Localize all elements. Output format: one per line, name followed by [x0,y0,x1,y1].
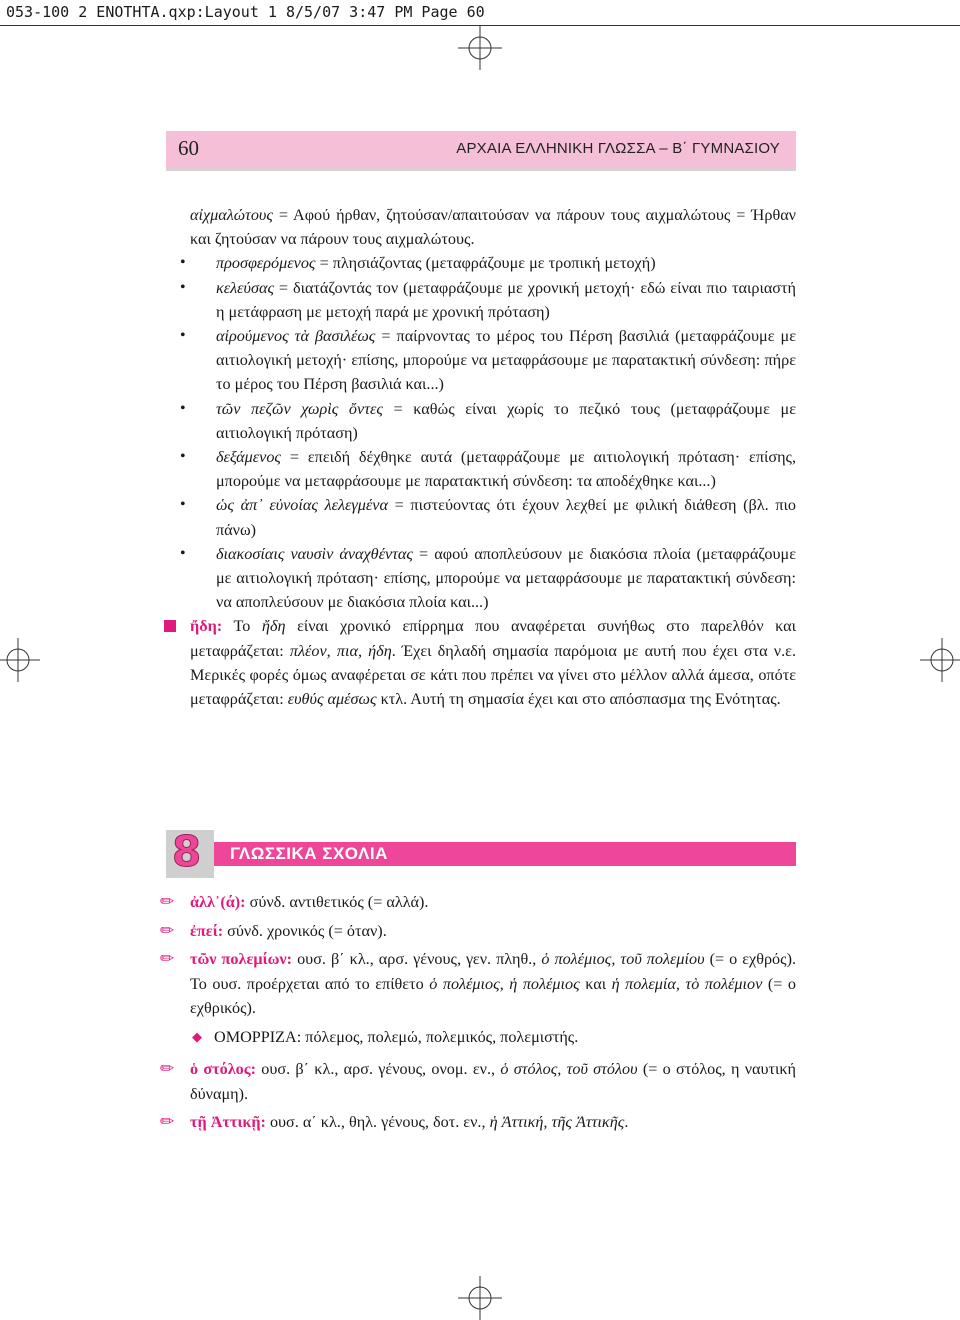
note-text: σύνδ. αντιθετικός (= αλλά). [245,893,429,911]
bullet-item [180,251,796,275]
eta-label: ἤδη: [190,617,223,636]
intro-paragraph [190,203,796,251]
section-title: ΓΛΩΣΣΙΚΑ ΣΧΟΛΙΑ [230,844,388,863]
bullet-text: = αφού αποπλεύσουν με διακόσια πλοία (μεταφράζουμε με αιτιολογική πρόταση· επίσης, μπορούμε να μεταφράσουμε με παρατακτική σύνδεση: να αποπλεύσουν με διακόσια πλοία και...) [216,544,796,612]
bullet-term: προσφερόμενος [216,254,316,273]
note-lemma: τῇ Ἀττικῇ: [190,1113,266,1131]
registration-mark-right [920,638,960,682]
bullet-text: = παίρνοντας το μέρος του Πέρση βασιλιά (μεταφράζουμε με αιτιολογική μετοχή· επίσης, μπορούμε να μεταφράσουμε με παρατακτική σύνδεση: πήρε το μέρος του Πέρση βασιλιά και...) [216,327,796,394]
note-text: σύνδ. χρονικός (= όταν). [223,921,387,940]
note-text: ουσ. α΄ κλ., θηλ. γένους, δοτ. εν., [265,1113,490,1131]
page-header [166,131,796,167]
note-lemma: ὁ στόλος: [190,1060,256,1078]
eta-text: ευθύς αμέσως [287,690,377,709]
bullet-icon: • [180,496,186,514]
bullet-icon: • [180,448,186,466]
note-text: ὁ πολέμιος, τοῦ πολεμίου [541,950,705,968]
pencil-icon: ✏ [160,892,175,911]
pencil-icon: ✏ [160,1112,175,1131]
bullet-icon: • [180,278,186,296]
eta-text: κτλ. Αυτή τη σημασία έχει και στο απόσπασμα της Ενότητας. [376,690,781,709]
intro-text: = Αφού ήρθαν, ζητούσαν/απαιτούσαν να πάρουν τους αιχμαλώτους = Ήρθαν και ζητούσαν να πάρουν τους αιχμαλώτους. [190,206,796,249]
main-text [180,203,797,711]
bullet-item [180,324,796,397]
bullet-term: δεξάμενος [216,448,282,467]
pencil-icon: ✏ [160,949,175,968]
slug-line: 053-100 2 ΕΝΟΤΗΤΑ.qxp:Layout 1 8/5/07 3:47 PM Page 60 [0,0,960,26]
bullet-icon: • [180,327,186,345]
bullet-term: τῶν πεζῶν χωρὶς ὄντες [216,399,383,418]
bullet-term: κελεύσας [216,278,275,297]
bullet-term: διακοσίαις ναυσὶν ἀναχθέντας [216,544,413,563]
note-text: και [579,974,612,993]
eta-text: Το [222,617,262,636]
bullet-text: = καθώς είναι χωρίς το πεζικό τους (μεταφράζουμε με αιτιολογική πρόταση) [216,399,796,442]
note-text: ὁ πολέμιος, ἡ πολέμιος [429,974,580,993]
root-words-text: ΟΜΟΡΡΙΖΑ: πόλεμος, πολεμώ, πολεμικός, πολεμιστής. [214,1027,579,1046]
page-number: 60 [178,136,199,160]
note-text: ουσ. β΄ κλ., αρσ. γένους, ονομ. εν., [256,1060,501,1078]
bullet-text: = διατάζοντάς τον (μεταφράζουμε με χρονική μετοχή· εδώ είναι πιο ταιριαστή η μετάφραση με μετοχή παρά με χρονική πρόταση) [216,278,796,321]
note-text: ἡ πολεμία, τὸ πολέμιον [611,974,763,993]
bullet-term: ὡς ἀπ᾽ εὐνοίας λελεγμένα [216,496,388,515]
grammar-notes [160,890,797,1139]
note-lemma: τῶν πολεμίων: [190,950,293,968]
pencil-icon: ✏ [160,920,175,940]
registration-mark-top [458,26,502,70]
note-text: ἡ Ἀττική, τῆς Ἀττικῆς [489,1113,625,1131]
bullet-text: = επειδή δέχθηκε αυτά (μεταφράζουμε με αιτιολογική πρόταση· επίσης, μπορούμε να μεταφράσουμε με παρατακτική σύνδεση: τα αποδέχθηκε και...) [216,448,796,491]
eta-text: πλέον, πια, ήδη [289,641,392,660]
section-heading [166,828,796,878]
section-number: 8 [172,827,202,876]
bullet-icon: • [180,399,186,417]
root-words [190,1025,796,1050]
note-text: (= ο εχθρός). Το ουσ. προέρχεται από το επίθετο [190,950,797,993]
eta-text: . Έχει δηλαδή σημασία παρόμοια με αυτή που έχει στα ν.ε. Μερικές φορές όμως αναφέρεται σε κάτι που πρέπει να γίνει στο μέλλον αλλά άμεσα, οπότε μεταφράζεται: [190,641,797,709]
registration-mark-left [0,638,40,682]
note-text: (= ο εχθρικός). [190,974,796,1017]
pencil-icon: ✏ [160,1059,175,1078]
eta-paragraph [190,614,796,711]
note-item [160,919,796,944]
note-text: (= ο στόλος, η ναυτική δύναμη). [190,1060,797,1103]
note-text: ουσ. β΄ κλ., αρσ. γένους, γεν. πληθ., [292,950,542,968]
square-bullet-icon [164,620,176,632]
bullet-item [180,445,796,493]
note-item [160,1110,796,1135]
note-text: . [624,1113,629,1131]
note-lemma: ἀλλ᾽(ά): [190,893,246,911]
diamond-icon: ◆ [192,1028,202,1044]
bullet-icon: • [180,254,186,272]
note-item [160,1057,797,1106]
header-shadow [166,167,796,171]
note-item [160,947,797,1021]
eta-text: ἤδη [261,617,286,636]
running-title: ΑΡΧΑΙΑ ΕΛΛΗΝΙΚΗ ΓΛΩΣΣΑ – Β΄ ΓΥΜΝΑΣΙΟΥ [456,140,780,157]
note-lemma: ἐπεί: [190,921,224,940]
intro-term: αἰχμαλώτους [190,206,273,224]
registration-mark-bottom [458,1276,502,1320]
bullet-item [180,397,796,445]
note-text: ὁ στόλος, τοῦ στόλου [500,1060,638,1078]
bullet-text: = πλησιάζοντας (μεταφράζουμε με τροπική μετοχή) [315,254,656,273]
bullet-term: αἱρούμενος τὰ βασιλέως [216,327,376,346]
bullet-item [180,276,796,324]
bullet-item [180,493,796,541]
note-item [160,890,796,915]
bullet-item [180,542,796,615]
eta-text: είναι χρονικό επίρρημα που αναφέρεται συνήθως στο παρελθόν και μεταφράζεται: [190,617,797,660]
bullet-icon: • [180,544,186,562]
bullet-text: = πιστεύοντας ότι έχουν λεχθεί με φιλική διάθεση (βλ. πιο πάνω) [216,496,796,539]
